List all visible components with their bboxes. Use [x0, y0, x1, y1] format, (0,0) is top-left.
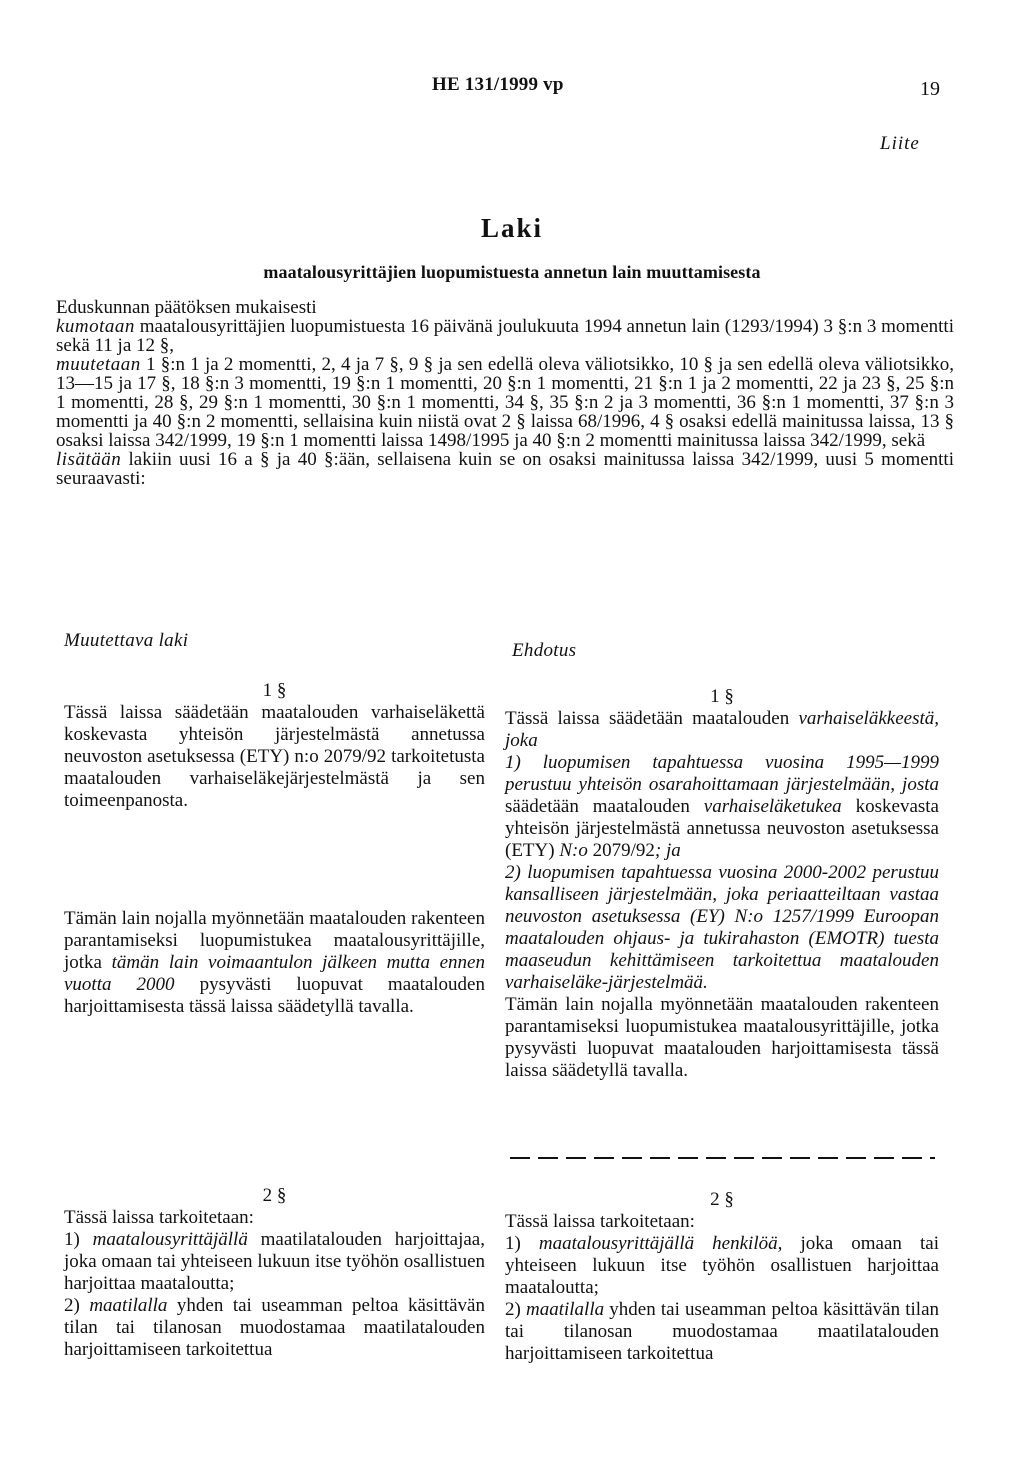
keyword-lisataan: lisätään	[56, 449, 122, 470]
muutetaan-text: 1 §:n 1 ja 2 momentti, 2, 4 ja 7 §, 9 § ja sen edellä oleva väliotsikko, 10 § ja sen edellä oleva väliotsikko, 13—15 ja 17 §, 18 §:n 3 momentti, 19 §:n 1 momentti, 20 §:n 1 momentti, 21 §:n 1 ja 2 momentti, 22 ja 23 §, 25 §:n 1 momentti, 28 §, 29 §:n 1 momentti, 30 §:n 1 momentti, 34 §, 35 §:n 2 ja 3 momentti, 36 §:n 1 momentti, 37 §:n 3 momentti ja 40 §:n 2 momentti, sellaisina kuin niistä ovat 2 § laissa 68/1996, 4 § osaksi edellä mainitussa laissa, 13 § osaksi laissa 342/1999, 19 §:n 1 momentti laissa 1498/1995 ja 40 §:n 2 momentti mainitussa laissa 342/1999, sekä	[56, 354, 954, 451]
omission-dash-line	[510, 1157, 935, 1159]
preamble-muutetaan	[56, 355, 954, 450]
law-subtitle: maatalousyrittäjien luopumistuesta annetun lain muuttamisesta	[263, 262, 761, 282]
right-s1-item-2: 2) luopumisen tapahtuessa vuosina 2000-2002 perustuu kansalliseen järjestelmään, joka periaatteiltaan vastaa neuvoston asetuksessa (EY) N:o 1257/1999 Euroopan maatalouden ohjaus- ja tukirahaston (EMOTR) tuesta maaseudun kehittämiseen tarkoitettua maatalouden varhaiseläke-järjestelmää.	[505, 862, 939, 993]
right-s1-p1-a: Tässä laissa säädetään maatalouden	[505, 708, 799, 729]
left-column-section-2	[64, 1185, 485, 1361]
page-header	[0, 74, 1024, 104]
right-s1-p2: Tämän lain nojalla myönnetään maatalouden rakenteen parantamiseksi luopumistukea maatalousyrittäjille, jotka pysyvästi luopuvat maatalouden harjoittamisesta tässä laissa säädetyllä tavalla.	[505, 994, 939, 1081]
left-s2-heading: 2 §	[262, 1185, 287, 1206]
left-s2-i2-text: yhden tai useamman peltoa käsittävän tilan tai tilanosan muodostamaa maatilatalouden harjoittamiseen tarkoitettua	[64, 1295, 485, 1360]
right-column-section-1	[505, 686, 939, 1082]
left-s2-i1-num: 1)	[64, 1229, 93, 1250]
right-s1-i1-it: 1) luopumisen tapahtuessa vuosina 1995—1999 perustuu yhteisön osarahoittamaan järjestelmään, josta	[505, 752, 939, 795]
right-s2-i1-term: maatalousyrittäjällä henkilöä,	[538, 1233, 783, 1254]
left-s1-p1: Tässä laissa säädetään maatalouden varhaiseläkettä koskevasta yhteisön järjestelmästä annetussa neuvoston asetuksessa (ETY) n:o 2079/92 tarkoitetusta maatalouden varhaiseläkejärjestelmästä ja sen toimeenpanosta.	[64, 702, 485, 811]
right-s1-p1-it: varhaiseläkkeestä, joka	[505, 708, 939, 751]
right-s2-i1-text: joka omaan tai yhteiseen lukuun itse työhön osallistuen harjoittaa maataloutta;	[505, 1233, 939, 1298]
preamble-intro: Eduskunnan päätöksen mukaisesti	[56, 297, 317, 318]
left-s2-i1-text: maatilatalouden harjoittajaa, joka omaan tai yhteiseen lukuun itse työhön osallistuen harjoittaa maataloutta;	[64, 1229, 485, 1294]
right-column-section-2	[505, 1189, 939, 1365]
right-s2-heading: 2 §	[710, 1189, 734, 1210]
keyword-kumotaan: kumotaan	[56, 316, 135, 337]
left-s1-p2-a: Tämän lain nojalla myönnetään maatalouden rakenteen parantamiseksi luopumistukea maatalousyrittäjille, jotka	[64, 908, 485, 973]
right-s1-heading: 1 §	[710, 686, 734, 707]
right-s2-i2-num: 2)	[505, 1299, 526, 1320]
left-s1-heading: 1 §	[262, 680, 287, 701]
kumotaan-text: maatalousyrittäjien luopumistuesta 16 päivänä joulukuuta 1994 annetun lain (1293/1994) 3 §:n 3 momentti sekä 11 ja 12 §,	[56, 316, 954, 356]
right-s1-i1-b: koskevasta yhteisön järjestelmästä annetussa neuvoston asetuksessa (ETY)	[505, 796, 939, 861]
right-s1-i1-a: säädetään maatalouden	[505, 796, 704, 817]
right-s2-intro: Tässä laissa tarkoitetaan:	[505, 1211, 695, 1232]
left-s1-p2	[64, 908, 485, 1018]
left-s2-item-2	[64, 1295, 485, 1361]
right-s1-i1-c: 2079/92	[587, 840, 655, 861]
left-column-section-1-p2	[64, 908, 485, 1018]
preamble-kumotaan	[56, 317, 954, 355]
right-s1-p1	[505, 708, 939, 752]
right-s1-item-1	[505, 752, 939, 862]
left-s1-p2-it: tämän lain voimaantulon jälkeen mutta ennen vuotta 2000	[64, 952, 485, 995]
left-column-section-1	[64, 680, 485, 812]
right-s2-item-1	[505, 1233, 939, 1299]
left-s2-item-1	[64, 1229, 485, 1295]
preamble	[56, 298, 954, 488]
annex-label: Liite	[880, 133, 920, 154]
left-s2-i1-term: maatalousyrittäjällä	[92, 1229, 248, 1250]
left-s2-i2-term: maatilalla	[89, 1295, 168, 1316]
law-title: Laki	[480, 213, 544, 243]
left-s2-intro: Tässä laissa tarkoitetaan:	[64, 1207, 254, 1228]
page-number: 19	[920, 78, 940, 100]
left-s1-p2-b: pysyvästi luopuvat maatalouden harjoittamisesta tässä laissa säädetyllä tavalla.	[64, 974, 485, 1017]
keyword-muutetaan: muutetaan	[56, 354, 141, 375]
lisataan-text: lakiin uusi 16 a § ja 40 §:ään, sellaisena kuin se on osaksi mainitussa laissa 342/1999, uusi 5 momentti seuraavasti:	[56, 449, 954, 489]
left-column-label: Muutettava laki	[64, 630, 189, 651]
right-column-label: Ehdotus	[512, 640, 577, 661]
right-s2-i2-text: yhden tai useamman peltoa käsittävän tilan tai tilanosan muodostamaa maatilatalouden harjoittamiseen tarkoitettua	[505, 1299, 940, 1364]
right-s1-i1-it3: N:o	[559, 840, 588, 861]
right-s2-item-2	[505, 1299, 939, 1365]
right-s1-i1-it4: ; ja	[654, 840, 681, 861]
left-s2-i2-num: 2)	[64, 1295, 90, 1316]
document-id: HE 131/1999 vp	[432, 74, 564, 95]
right-s1-i1-it2: varhaiseläketukea	[703, 796, 842, 817]
right-s2-i1-num: 1)	[505, 1233, 539, 1254]
right-s2-i2-term: maatilalla	[526, 1299, 605, 1320]
preamble-lisataan	[56, 450, 954, 488]
